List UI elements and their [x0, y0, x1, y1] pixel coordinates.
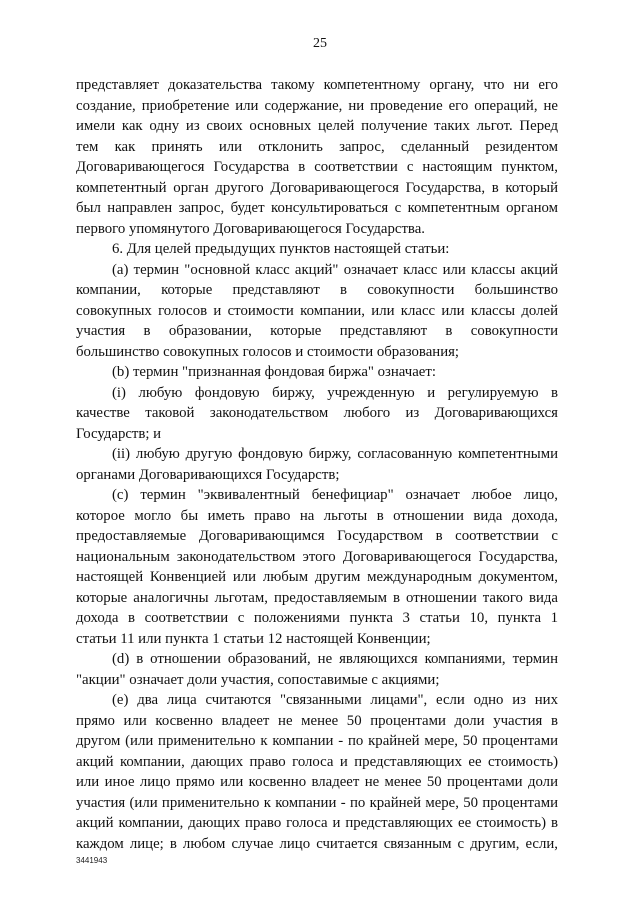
text-line: Договаривающегося Государства в соответствии с настоящим пунктом,: [76, 159, 558, 175]
text-line: 6. Для целей предыдущих пунктов настоящей статьи:: [112, 241, 450, 257]
text-line: (а) термин "основной класс акций" означает класс или классы акций: [112, 261, 558, 278]
text-line: (i) любую фондовую биржу, учрежденную и регулируемую в: [112, 384, 558, 401]
text-line: акций компании, дающих право голоса и представляющих ее стоимость) в: [76, 815, 558, 831]
paragraph-p1: [76, 75, 558, 239]
text-line: другом (или применительно к компании - по крайней мере, 50 процентами: [76, 733, 558, 749]
text-line: (b) термин "признанная фондовая биржа" означает:: [112, 364, 436, 380]
text-line: предоставляемые Договаривающимся Государством в соответствии с: [76, 528, 558, 544]
text-line: (е) два лица считаются "связанными лицами", если одно из них: [112, 692, 558, 708]
text-line: участия (или применительно к компании - по крайней мере, 50 процентами: [76, 794, 558, 811]
text-line: совокупных голосов и стоимости компании, или класс или классы долей: [76, 302, 558, 319]
text-line: качестве таковой законодательством любого из Договаривающихся: [76, 405, 558, 421]
text-line: имели как одну из своих основных целей получение таких льгот. Перед: [76, 118, 558, 134]
document-body: [76, 75, 558, 854]
text-line: (d) в отношении образований, не являющихся компаниями, термин: [112, 651, 558, 667]
paragraph-p9: [76, 690, 558, 854]
paragraph-p2: [76, 239, 558, 260]
text-line: большинство совокупных голосов и стоимости образования;: [76, 343, 460, 360]
text-line: дохода в соответствии с положениями пункта 3 статьи 10, пункта 1: [76, 610, 558, 626]
page-number: 25: [313, 36, 327, 51]
paragraph-p6: [76, 444, 558, 485]
text-line: акций компании, дающих право голоса и представляющих ее стоимость): [76, 753, 558, 770]
text-line: участия в образовании, которые представляют в совокупности: [76, 323, 558, 339]
text-line: компании, которые представляют в совокупности большинство: [76, 282, 558, 298]
text-line: первого упомянутого Договаривающегося Государства.: [76, 220, 425, 237]
text-line: каждом лице; в любом случае лицо считается связанным с другим, если,: [76, 835, 558, 852]
text-line: или иное лицо прямо или косвенно владеет не менее 50 процентами доли: [76, 774, 558, 790]
text-line: Государств; и: [76, 425, 162, 442]
paragraph-p8: [76, 649, 558, 690]
paragraph-p4: [76, 362, 558, 383]
text-line: представляет доказательства такому компетентному органу, что ни его: [76, 77, 558, 93]
text-line: тем как принять или отклонить запрос, сделанный резидентом: [76, 138, 558, 155]
paragraph-p3: [76, 260, 558, 363]
document-code: 3441943: [76, 856, 108, 865]
text-line: органами Договаривающихся Государств;: [76, 466, 340, 483]
text-line: национальным законодательством этого Договаривающегося Государства,: [76, 548, 558, 565]
text-line: (ii) любую другую фондовую биржу, согласованную компетентными: [112, 446, 558, 462]
paragraph-p5: [76, 383, 558, 445]
text-line: статьи 11 или пункта 1 статьи 12 настоящей Конвенции;: [76, 630, 431, 647]
text-line: которое могло бы иметь право на льготы в отношении вида дохода,: [76, 507, 558, 524]
text-line: был направлен запрос, будет консультироваться с компетентным органом: [76, 200, 558, 216]
text-line: компетентный орган другого Договаривающегося Государства, в который: [76, 179, 558, 196]
text-line: "акции" означает доли участия, сопоставимые с акциями;: [76, 671, 440, 688]
text-line: создание, приобретение или содержание, ни проведение его операций, не: [76, 97, 558, 114]
text-line: настоящей Конвенцией или любым другим международным документом,: [76, 569, 558, 585]
text-line: прямо или косвенно владеет не менее 50 процентами доли участия в: [76, 712, 558, 729]
text-line: (с) термин "эквивалентный бенефициар" означает любое лицо,: [112, 487, 558, 503]
text-line: которые аналогичны льготам, предоставляемым в отношении такого вида: [76, 589, 558, 606]
paragraph-p7: [76, 485, 558, 649]
